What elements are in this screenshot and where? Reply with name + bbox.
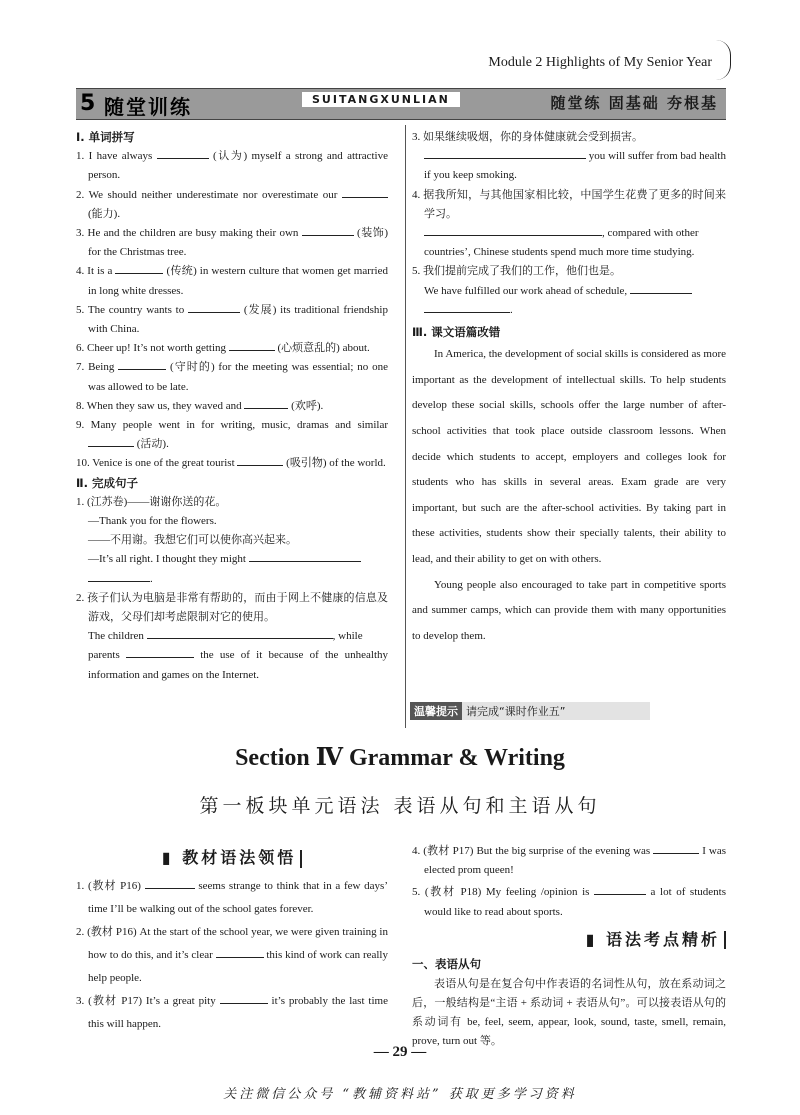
- answer-blank[interactable]: [115, 263, 163, 274]
- textbook-item: 5. (教材 P18) My feeling /opinion is a lot of students would like to read about sports.: [412, 886, 726, 918]
- sentence-q5-cn: 5. 我们提前完成了我们的工作，他们也是。: [412, 265, 621, 278]
- tip-label: 温馨提示: [410, 702, 462, 720]
- sentence-q2-line: parents the use of it because of the unhealthy information and games on the Internet.: [88, 649, 389, 681]
- section-heading: Section Ⅳ Grammar & Writing: [235, 745, 565, 771]
- error-correction-para2: Young people also encouraged to take part in competitive sports and summer camps, which can provide them with many opportunities to develop them.: [412, 578, 726, 642]
- sentence-q2-cn: 2. 孩子们认为电脑是非常有帮助的，而由于网上不健康的信息及游戏，父母们却考虑限制对它的使用。: [76, 591, 388, 624]
- section-number: 5: [80, 91, 96, 116]
- answer-blank[interactable]: [424, 148, 586, 159]
- answer-blank[interactable]: [653, 843, 699, 854]
- part1-heading: Ⅰ. 单词拼写: [76, 130, 135, 144]
- answer-blank[interactable]: [216, 947, 264, 958]
- answer-blank[interactable]: [594, 884, 646, 895]
- page-edge-curve: [716, 40, 731, 80]
- word-item: 2. We should neither underestimate nor overestimate our (能力).: [76, 186, 388, 224]
- grammar-column: [412, 842, 726, 1051]
- sentence-q4-en: countries’, Chinese students spend much more time studying.: [424, 246, 695, 259]
- textbook-item: 1. (教材 P16) seems strange to think that in a few days’ time I’ll be walking out of the school gates forever.: [76, 880, 388, 915]
- sentence-q1-line: .: [76, 570, 388, 589]
- part3-heading: Ⅲ. 课文语篇改错: [412, 325, 501, 340]
- part2-heading: Ⅱ. 完成句子: [76, 475, 138, 490]
- answer-blank[interactable]: [88, 436, 134, 447]
- running-header: Module 2 Highlights of My Senior Year: [488, 55, 712, 70]
- textbook-column: [76, 846, 388, 1036]
- answer-blank[interactable]: [244, 398, 288, 409]
- answer-blank[interactable]: [630, 283, 692, 294]
- section-pinyin: SUITANGXUNLIAN: [302, 92, 460, 107]
- practice-header-bar: [76, 88, 726, 120]
- answer-blank[interactable]: [147, 628, 333, 639]
- answer-blank[interactable]: [145, 878, 195, 889]
- sentence-q1-line: —It’s all right. I thought they might: [76, 550, 388, 569]
- word-item: 9. Many people went in for writing, music, dramas and similar (活动).: [76, 419, 388, 451]
- answer-blank[interactable]: [302, 225, 354, 236]
- textbook-item: 4. (教材 P17) But the big surprise of the evening was I was elected prom queen!: [412, 845, 726, 877]
- footer-note: 关注微信公众号 “教辅资料站” 获取更多学习资料: [223, 1087, 577, 1102]
- answer-blank[interactable]: [126, 647, 194, 658]
- answer-blank[interactable]: [157, 148, 209, 159]
- grammar-heading: ▮ 语法考点精析: [412, 930, 726, 950]
- word-item: 8. When they saw us, they waved and (欢呼).: [76, 399, 324, 412]
- sentence-q1-line: ——不用谢。我想它们可以使你高兴起来。: [88, 534, 297, 547]
- textbook-item: 3. (教材 P17) It’s a great pity it’s probably the last time this will happen.: [76, 995, 388, 1030]
- column-divider: [405, 125, 406, 728]
- section-slogan: 随堂练 固基础 夯根基: [550, 94, 718, 112]
- sentence-q4-cn: 4. 据我所知，与其他国家相比较，中国学生花费了更多的时间来学习。: [412, 188, 726, 220]
- sentence-q4-en: , compared with other: [412, 224, 726, 243]
- bookmark-icon: ▮: [161, 848, 174, 867]
- word-item: 1. I have always (认为) myself a strong and attractive person.: [76, 150, 388, 182]
- tip-box: [410, 702, 650, 720]
- bookmark-icon: ▮: [585, 929, 598, 949]
- grammar-explanation: 表语从句是在复合句中作表语的名词性从句，放在系动词之后，一般结构是“主语 + 系动词 + 表语从句”。可以接表语从句的系动词有 be, feel, seem, appear, look, sound, taste, smell, remain, prove, turn out 等。: [412, 977, 726, 1048]
- answer-blank[interactable]: [249, 551, 361, 562]
- word-item: 4. It is a (传统) in western culture that women get married in long white dresses.: [76, 265, 388, 297]
- word-item: 10. Venice is one of the great tourist (吸引物) of the world.: [76, 457, 386, 470]
- answer-blank[interactable]: [424, 302, 510, 313]
- word-item: 6. Cheer up! It’s not worth getting (心烦意乱的) about.: [76, 342, 370, 355]
- word-item: 3. He and the children are busy making their own (装饰) for the Christmas tree.: [76, 227, 389, 259]
- answer-blank[interactable]: [118, 359, 166, 370]
- board-heading: 第一板块单元语法 表语从句和主语从句: [199, 795, 601, 817]
- grammar-subheading: 一、表语从句: [412, 957, 481, 972]
- answer-blank[interactable]: [229, 340, 275, 351]
- answer-blank[interactable]: [342, 187, 388, 198]
- sentence-q1-line: —Thank you for the flowers.: [88, 515, 217, 528]
- sentence-q2-line: The children , while: [88, 630, 363, 643]
- word-item: 5. The country wants to (发展) its traditional friendship with China.: [76, 303, 388, 336]
- textbook-item: 2. (教材 P16) At the start of the school year, we were given training in how to do this, and it’s clear this kind of work can really help people.: [76, 926, 388, 984]
- answer-blank[interactable]: [220, 993, 268, 1004]
- error-correction-para1: In America, the development of social skills is considered as more important as the development of intellectual skills. To help students develop these social skills, schools offer the large number of after-school activities that took place outside classroom lessons. When decide which students to accept, employers and colleges look for students who has skills in several areas. Exam grade are very important, but such are the after-school activities. By taking part in these activities, students show their specially talents, their ability to lead, and their ability to get on with others.: [412, 348, 726, 565]
- left-column: [76, 128, 388, 685]
- sentence-q1-source: 1. (江苏卷)——谢谢你送的花。: [76, 495, 227, 508]
- tip-text: 请完成“课时作业五”: [466, 705, 566, 718]
- word-item: 7. Being (守时的) for the meeting was essential; no one was allowed to be late.: [76, 361, 388, 393]
- sentence-q5-en: We have fulfilled our work ahead of schedule,: [412, 282, 726, 301]
- textbook-heading: ▮ 教材语法领悟: [76, 846, 388, 869]
- right-column: [412, 128, 726, 649]
- answer-blank[interactable]: [188, 302, 240, 313]
- answer-blank[interactable]: [88, 571, 150, 582]
- answer-blank[interactable]: [424, 225, 602, 236]
- sentence-q3-cn: 3. 如果继续吸烟，你的身体健康就会受到损害。: [412, 131, 643, 143]
- sentence-q5-en: .: [412, 301, 726, 320]
- section-title-cn: 随堂训练: [104, 95, 192, 119]
- sentence-q3-en: you will suffer from bad health if you keep smoking.: [424, 150, 726, 182]
- page-number: — 29 —: [373, 1044, 427, 1060]
- answer-blank[interactable]: [237, 455, 283, 466]
